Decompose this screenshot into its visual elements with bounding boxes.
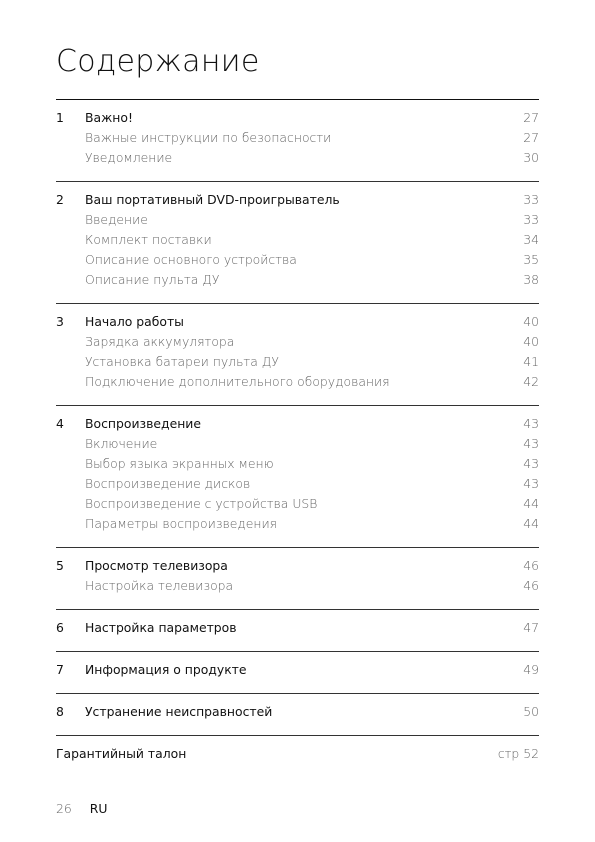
chapter-page: 27 bbox=[523, 110, 539, 125]
toc-section bbox=[56, 303, 539, 405]
toc-subitem-row[interactable] bbox=[56, 250, 539, 270]
toc-subitem-row[interactable] bbox=[56, 454, 539, 474]
subitem-page: 33 bbox=[523, 212, 539, 227]
chapter-title: Настройка параметров bbox=[85, 620, 237, 635]
chapter-page: 47 bbox=[523, 620, 539, 635]
page-footer bbox=[56, 801, 107, 816]
chapter-page: 50 bbox=[523, 704, 539, 719]
toc-subitem-row[interactable] bbox=[56, 148, 539, 168]
subitem-page: 30 bbox=[523, 150, 539, 165]
subitem-title: Уведомление bbox=[85, 150, 173, 165]
chapter-title: Информация о продукте bbox=[85, 662, 247, 677]
toc-subitem-row[interactable] bbox=[56, 372, 539, 392]
subitem-page: 42 bbox=[523, 374, 539, 389]
table-of-contents bbox=[56, 99, 539, 764]
chapter-number: 3 bbox=[56, 314, 64, 329]
toc-section bbox=[56, 609, 539, 651]
footer-language: RU bbox=[89, 801, 108, 816]
subitem-page: 44 bbox=[523, 516, 539, 531]
chapter-number: 1 bbox=[56, 110, 64, 125]
footer-page-number: 26 bbox=[56, 801, 72, 816]
toc-section bbox=[56, 181, 539, 303]
toc-section bbox=[56, 693, 539, 735]
toc-chapter-row[interactable] bbox=[56, 414, 539, 434]
toc-subitem-row[interactable] bbox=[56, 434, 539, 454]
toc-subitem-row[interactable] bbox=[56, 576, 539, 596]
toc-section bbox=[56, 547, 539, 609]
subitem-title: Выбор языка экранных меню bbox=[85, 456, 274, 471]
toc-section bbox=[56, 651, 539, 693]
toc-subitem-row[interactable] bbox=[56, 270, 539, 290]
chapter-title: Важно! bbox=[85, 110, 133, 125]
chapter-page: 43 bbox=[523, 416, 539, 431]
chapter-number: 5 bbox=[56, 558, 64, 573]
toc-subitem-row[interactable] bbox=[56, 352, 539, 372]
chapter-number: 6 bbox=[56, 620, 64, 635]
subitem-page: 40 bbox=[523, 334, 539, 349]
subitem-title: Подключение дополнительного оборудования bbox=[85, 374, 390, 389]
warranty-entry[interactable] bbox=[56, 735, 539, 764]
toc-chapter-row[interactable] bbox=[56, 108, 539, 128]
chapter-number: 7 bbox=[56, 662, 64, 677]
chapter-number: 2 bbox=[56, 192, 64, 207]
subitem-page: 38 bbox=[523, 272, 539, 287]
chapter-page: 49 bbox=[523, 662, 539, 677]
subitem-page: 34 bbox=[523, 232, 539, 247]
subitem-title: Введение bbox=[85, 212, 148, 227]
subitem-page: 43 bbox=[523, 436, 539, 451]
subitem-title: Настройка телевизора bbox=[85, 578, 234, 593]
subitem-title: Параметры воспроизведения bbox=[85, 516, 277, 531]
chapter-number: 8 bbox=[56, 704, 64, 719]
toc-chapter-row[interactable] bbox=[56, 312, 539, 332]
toc-chapter-row[interactable] bbox=[56, 618, 539, 638]
subitem-title: Комплект поставки bbox=[85, 232, 212, 247]
toc-chapter-row[interactable] bbox=[56, 660, 539, 680]
toc-subitem-row[interactable] bbox=[56, 514, 539, 534]
subitem-page: 46 bbox=[523, 578, 539, 593]
toc-subitem-row[interactable] bbox=[56, 230, 539, 250]
subitem-page: 27 bbox=[523, 130, 539, 145]
toc-subitem-row[interactable] bbox=[56, 474, 539, 494]
subitem-title: Описание основного устройства bbox=[85, 252, 297, 267]
subitem-title: Важные инструкции по безопасности bbox=[85, 130, 332, 145]
toc-subitem-row[interactable] bbox=[56, 128, 539, 148]
chapter-number: 4 bbox=[56, 416, 64, 431]
chapter-title: Воспроизведение bbox=[85, 416, 201, 431]
subitem-title: Включение bbox=[85, 436, 158, 451]
toc-subitem-row[interactable] bbox=[56, 494, 539, 514]
chapter-title: Начало работы bbox=[85, 314, 184, 329]
subitem-page: 43 bbox=[523, 456, 539, 471]
subitem-page: 41 bbox=[523, 354, 539, 369]
subitem-title: Установка батареи пульта ДУ bbox=[85, 354, 279, 369]
toc-chapter-row[interactable] bbox=[56, 702, 539, 722]
toc-chapter-row[interactable] bbox=[56, 556, 539, 576]
subitem-title: Воспроизведение дисков bbox=[85, 476, 251, 491]
chapter-page: 40 bbox=[523, 314, 539, 329]
toc-section bbox=[56, 99, 539, 181]
toc-section bbox=[56, 405, 539, 547]
chapter-title: Устранение неисправностей bbox=[85, 704, 273, 719]
chapter-title: Просмотр телевизора bbox=[85, 558, 228, 573]
toc-chapter-row[interactable] bbox=[56, 190, 539, 210]
subitem-title: Описание пульта ДУ bbox=[85, 272, 220, 287]
subitem-page: 35 bbox=[523, 252, 539, 267]
chapter-page: 46 bbox=[523, 558, 539, 573]
subitem-title: Зарядка аккумулятора bbox=[85, 334, 235, 349]
subitem-title: Воспроизведение с устройства USB bbox=[85, 496, 318, 511]
toc-subitem-row[interactable] bbox=[56, 332, 539, 352]
subitem-page: 43 bbox=[523, 476, 539, 491]
warranty-label: Гарантийный талон bbox=[56, 746, 187, 761]
toc-subitem-row[interactable] bbox=[56, 210, 539, 230]
warranty-page: стр 52 bbox=[497, 746, 539, 761]
chapter-page: 33 bbox=[523, 192, 539, 207]
subitem-page: 44 bbox=[523, 496, 539, 511]
chapter-title: Ваш портативный DVD-проигрыватель bbox=[85, 192, 340, 207]
page-title: Содержание bbox=[56, 44, 260, 79]
